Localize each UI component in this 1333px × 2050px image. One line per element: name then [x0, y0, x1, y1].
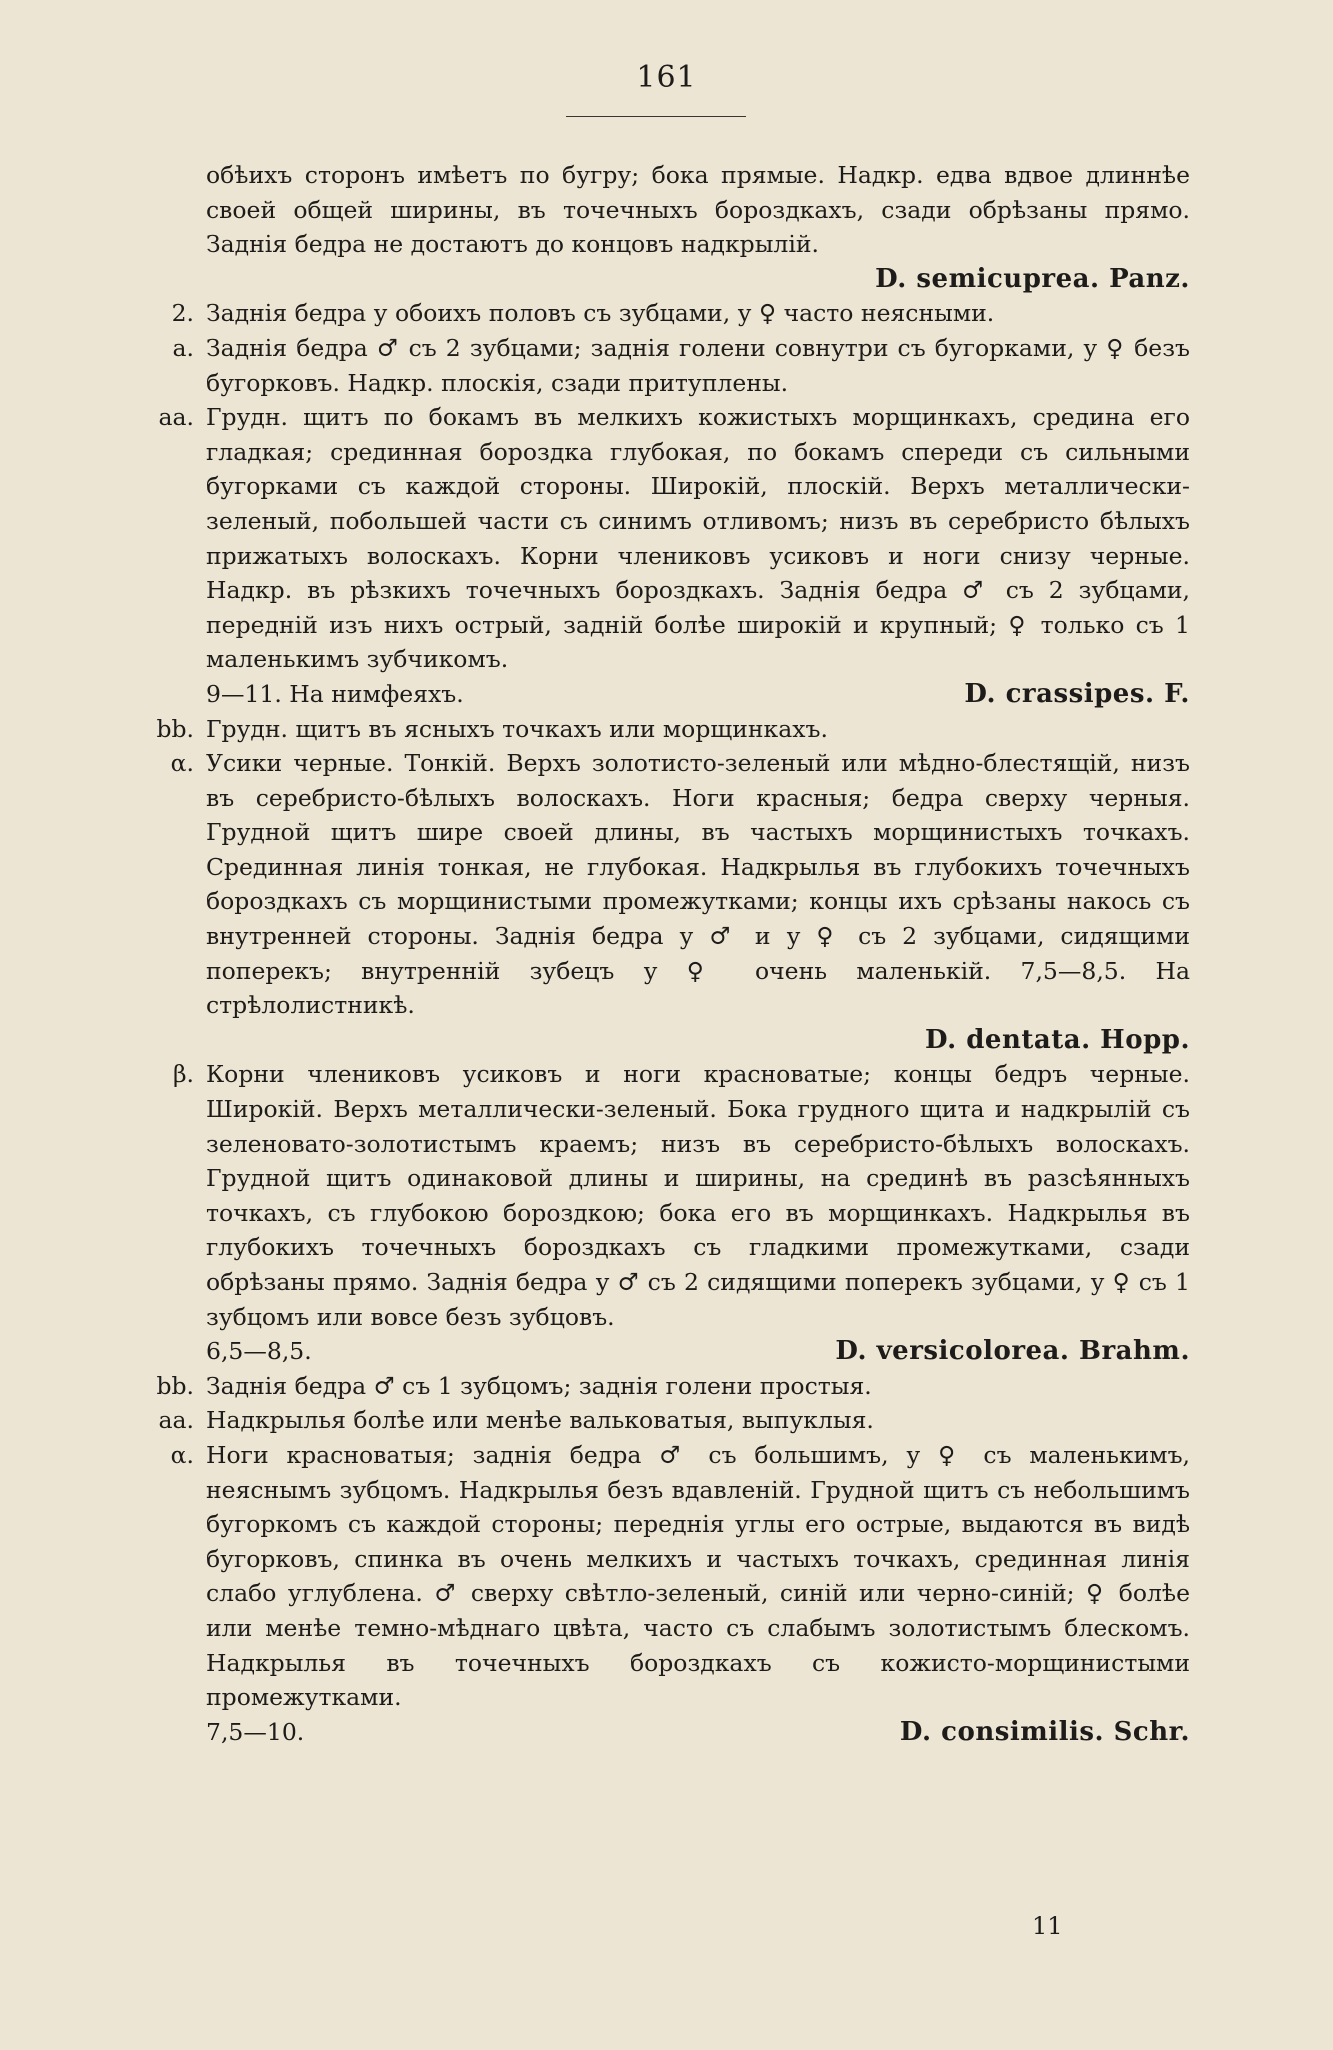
entry-text: Заднія бедра ♂ съ 2 зубцами; заднія голени совнутри съ бугорками, у ♀ безъ бугорковъ. Надкр. плоскія, сзади притуплены.: [206, 333, 1190, 397]
signature-mark: 11: [1032, 1912, 1063, 1940]
entry-text: обѣихъ сторонъ имѣетъ по бугру; бока прямые. Надкр. едва вдвое длиннѣе своей общей ширины, въ точечныхъ бороздкахъ, сзади обрѣзаны прямо. Заднія бедра не достаютъ до концовъ надкрылій.: [206, 161, 1190, 259]
entry-text: Ноги красноватыя; заднія бедра ♂ съ большимъ, у ♀ съ маленькимъ, неяснымъ зубцомъ. Надкрылья безъ вдавленій. Грудной щитъ съ небольшимъ бугоркомъ съ каждой стороны; переднія углы его острые, выдаются въ видѣ бугорковъ, спинка въ очень мелкихъ и частыхъ точкахъ, срединная линія слабо углублена. ♂ сверху свѣтло-зеленый, синій или черно-синій; ♀ болѣе или менѣе темно-мѣднаго цвѣта, часто съ слабымъ золотистымъ блескомъ. Надкрылья въ точечныхъ бороздкахъ съ кожисто-морщинистыми промежутками.: [206, 1440, 1190, 1712]
species-name: D. consimilis. Schr.: [899, 1716, 1190, 1747]
key-marker: aa.: [158, 1406, 194, 1435]
species-name: D. crassipes. F.: [964, 678, 1190, 709]
key-entry: [110, 158, 1190, 296]
species-name: D. dentata. Hopp.: [925, 1024, 1190, 1055]
key-marker: aa.: [158, 403, 194, 432]
entry-text: Грудн. щитъ по бокамъ въ мелкихъ кожистыхъ морщинкахъ, средина его гладкая; срединная бороздка глубокая, по бокамъ спереди съ сильными бугорками съ каждой стороны. Широкій, плоскій. Верхъ металлически-зеленый, побольшей части съ синимъ отливомъ; низъ въ серебристо бѣлыхъ прижатыхъ волоскахъ. Корни члениковъ усиковъ и ноги снизу черные. Надкр. въ рѣзкихъ точечныхъ бороздкахъ. Заднія бедра ♂ съ 2 зубцами, передній изъ нихъ острый, задній болѣе широкій и крупный; ♀ только съ 1 маленькимъ зубчикомъ.: [206, 403, 1190, 674]
species-line: [206, 1334, 1190, 1369]
entry-text: Надкрылья болѣе или менѣе вальковатыя, выпуклыя.: [206, 1406, 874, 1435]
key-marker: 2.: [171, 299, 194, 328]
species-prefix: 9—11. На нимфеяхъ.: [206, 679, 464, 708]
species-line: [206, 1715, 1190, 1750]
entry-text: Корни члениковъ усиковъ и ноги красноватые; концы бедръ черные. Широкій. Верхъ металлически-зеленый. Бока грудного щита и надкрылій съ зеленовато-золотистымъ краемъ; низъ въ серебристо-бѣлыхъ волоскахъ. Грудной щитъ одинаковой длины и ширины, на срединѣ въ разсѣянныхъ точкахъ, съ глубокою бороздкою; бока его въ морщинкахъ. Надкрылья въ глубокихъ точечныхъ бороздкахъ съ гладкими промежутками, сзади обрѣзаны прямо. Заднія бедра у ♂ съ 2 сидящими поперекъ зубцами, у ♀ съ 1 зубцомъ или вовсе безъ зубцовъ.: [206, 1060, 1190, 1331]
key-marker: a.: [172, 333, 194, 362]
entry-text: Грудн. щитъ въ ясныхъ точкахъ или морщинкахъ.: [206, 714, 828, 743]
key-entry: [110, 1369, 1190, 1404]
text-block: [110, 158, 1190, 1749]
key-entry: [110, 331, 1190, 400]
species-line: [206, 262, 1190, 297]
key-entry: [110, 1403, 1190, 1438]
species-prefix: 6,5—8,5.: [206, 1337, 312, 1366]
species-line: [206, 677, 1190, 712]
key-marker: bb.: [156, 714, 194, 743]
entry-text: Усики черные. Тонкій. Верхъ золотисто-зеленый или мѣдно-блестящій, низъ въ серебристо-бѣлыхъ волоскахъ. Ноги красныя; бедра сверху черныя. Грудной щитъ шире своей длины, въ частыхъ морщинистыхъ точкахъ. Срединная линія тонкая, не глубокая. Надкрылья въ глубокихъ точечныхъ бороздкахъ съ морщинистыми промежутками; концы ихъ срѣзаны накось съ внутренней стороны. Заднія бедра у ♂ и у ♀ съ 2 зубцами, сидящими поперекъ; внутренній зубецъ у ♀ очень маленькій. 7,5—8,5. На стрѣлолистникѣ.: [206, 749, 1190, 1020]
entry-text: Заднія бедра ♂ съ 1 зубцомъ; заднія голени простыя.: [206, 1371, 872, 1400]
key-entry: [110, 400, 1190, 711]
key-entry: [110, 1057, 1190, 1368]
key-entry: [110, 712, 1190, 747]
page-number: 161: [636, 60, 697, 95]
species-prefix: 7,5—10.: [206, 1717, 305, 1746]
key-marker: bb.: [156, 1371, 194, 1400]
key-entry: [110, 296, 1190, 331]
key-marker: α.: [170, 1440, 194, 1469]
species-name: D. semicuprea. Panz.: [875, 263, 1190, 294]
species-name: D. versicolorea. Brahm.: [835, 1336, 1190, 1367]
key-entry: [110, 1438, 1190, 1749]
entry-text: Заднія бедра у обоихъ половъ съ зубцами, у ♀ часто неясными.: [206, 299, 995, 328]
key-marker: β.: [172, 1060, 194, 1089]
species-line: [206, 1023, 1190, 1058]
key-entry: [110, 746, 1190, 1057]
key-marker: α.: [170, 749, 194, 778]
header-rule: [566, 116, 746, 117]
